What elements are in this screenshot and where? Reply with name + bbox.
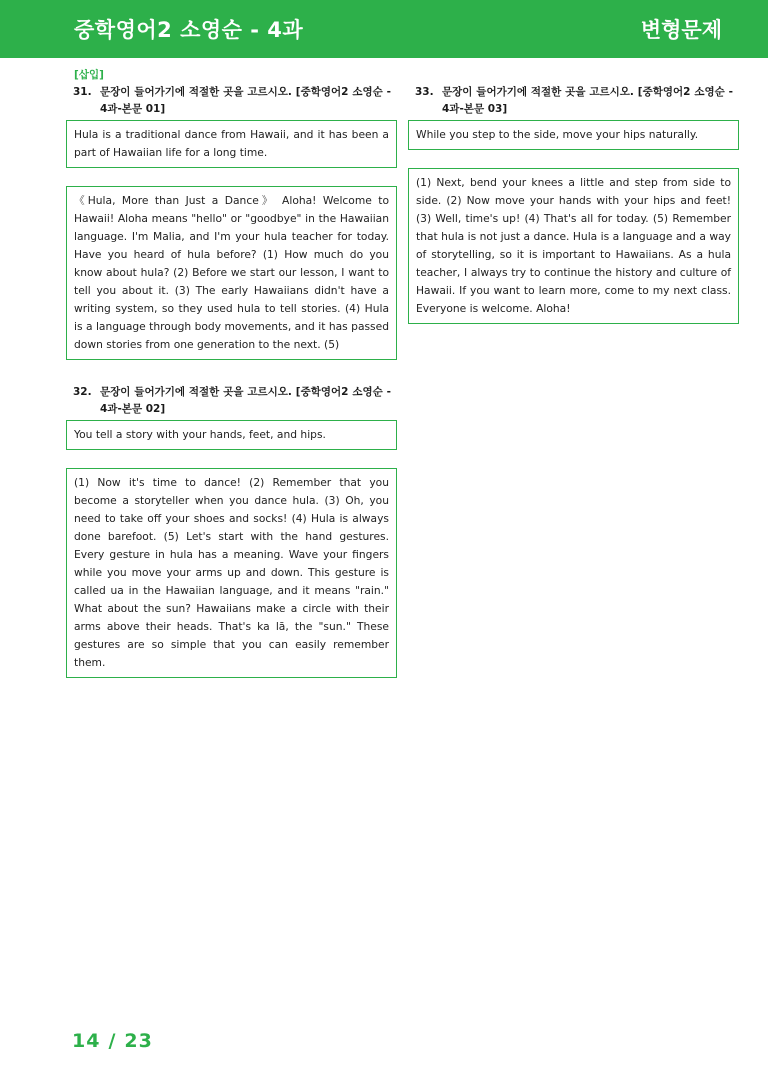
passage-box: 《Hula, More than Just a Dance》 Aloha! Welcome to Hawaii! Aloha means "hello" or "goodbye" in the Hawaiian language. I'm Malia, and I'm your hula teacher for today. Have you heard of hula before? (1) How much do you know about hula? (2) Before we start our lesson, I want to tell you about it. (3) The early Hawaiians didn't have a writing system, so they used hula to tell stories. (4) Hula is a language through body movements, and it has passed down stories from one generation to the next. (5) [66,186,397,360]
question-number: 32. [73,386,92,398]
question-32 [66,384,397,678]
section-tag: [삽입] [74,69,104,81]
question-31 [66,84,397,360]
page-separator: / [108,1030,117,1052]
question-number: 33. [415,86,434,98]
given-sentence-box: You tell a story with your hands, feet, and hips. [66,420,397,450]
worksheet-type-label: 변형문제 [640,18,722,42]
right-column [408,84,739,324]
question-prompt-text: 문장이 들어가기에 적절한 곳을 고르시오. [중학영어2 소영순 - 4과-본문 01] [100,86,391,115]
page-header [0,0,768,58]
question-prompt-text: 문장이 들어가기에 적절한 곳을 고르시오. [중학영어2 소영순 - 4과-본문 03] [442,86,733,115]
given-sentence-box: While you step to the side, move your hips naturally. [408,120,739,150]
total-pages: 23 [124,1030,153,1052]
question-33 [408,84,739,324]
left-column [66,84,397,678]
question-prompt [66,384,397,418]
passage-box: (1) Now it's time to dance! (2) Remember that you become a storyteller when you dance hula. (3) Oh, you need to take off your shoes and socks! (4) Hula is always done barefoot. (5) Let's start with the hand gestures. Every gesture in hula has a meaning. Wave your fingers while you move your arms up and down. This gesture is called ua in the Hawaiian language, and it means "rain." What about the sun? Hawaiians make a circle with their arms above their heads. That's ka lā, the "sun." These gestures are so simple that you can easily remember them. [66,468,397,678]
given-sentence-box: Hula is a traditional dance from Hawaii, and it has been a part of Hawaiian life for a long time. [66,120,397,168]
question-prompt [408,84,739,118]
question-prompt [66,84,397,118]
passage-box: (1) Next, bend your knees a little and step from side to side. (2) Now move your hands with your hips and feet! (3) Well, time's up! (4) That's all for today. (5) Remember that hula is not just a dance. Hula is a language and a way of storytelling, so it is important to Hawaiians. As a hula teacher, I always try to continue the history and culture of Hawaii. If you want to learn more, come to my next class. Everyone is welcome. Aloha! [408,168,739,324]
current-page: 14 [72,1030,101,1052]
page-title: 중학영어2 소영순 - 4과 [74,18,304,42]
question-number: 31. [73,86,92,98]
page-number [72,1030,161,1052]
question-prompt-text: 문장이 들어가기에 적절한 곳을 고르시오. [중학영어2 소영순 - 4과-본문 02] [100,386,391,415]
